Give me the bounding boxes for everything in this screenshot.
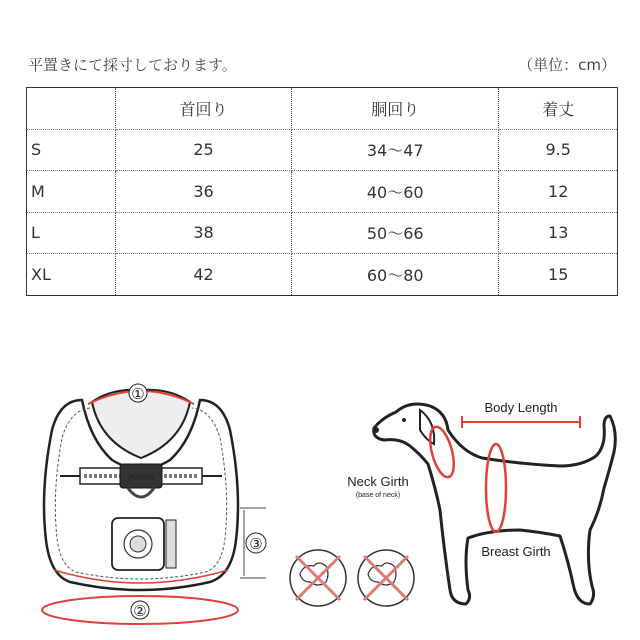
column-header-length: 着丈 [499,88,618,130]
size-cell: M [27,171,116,213]
measurement-note: 平置きにて採寸しております。 [28,56,237,74]
table-row [27,212,618,254]
body-length-label: Body Length [484,400,558,415]
unit-label: （単位：cm） [518,56,616,74]
table-row [27,171,618,213]
body-cell: 34～47 [292,129,499,171]
size-table [26,87,618,296]
marker-1: ① [131,386,145,403]
length-cell: 13 [499,212,618,254]
neck-cell: 25 [116,129,292,171]
wrong-example-icon [358,550,414,606]
body-cell: 60～80 [292,254,499,296]
harness-illustration [42,384,266,624]
size-cell: L [27,212,116,254]
column-header-neck: 首回り [116,88,292,130]
table-row [27,129,618,171]
size-cell: XL [27,254,116,296]
neck-cell: 42 [116,254,292,296]
marker-3: ③ [249,536,263,553]
body-cell: 50～66 [292,212,499,254]
brand-text: PUPPIA [128,475,154,482]
length-cell: 12 [499,171,618,213]
wrong-example-icon [290,550,346,606]
table-row [27,254,618,296]
column-header-size [27,88,116,130]
neck-cell: 36 [116,171,292,213]
body-cell: 40～60 [292,171,499,213]
illustration-area [0,360,640,640]
table-header-row [27,88,618,130]
neck-cell: 38 [116,212,292,254]
column-header-body: 胴回り [292,88,499,130]
marker-2: ② [133,603,147,620]
neck-girth-note: (base of neck) [355,492,401,499]
length-cell: 15 [499,254,618,296]
breast-girth-label: Breast Girth [481,544,551,559]
neck-girth-label: Neck Girth [347,474,409,489]
length-cell: 9.5 [499,129,618,171]
size-cell: S [27,129,116,171]
